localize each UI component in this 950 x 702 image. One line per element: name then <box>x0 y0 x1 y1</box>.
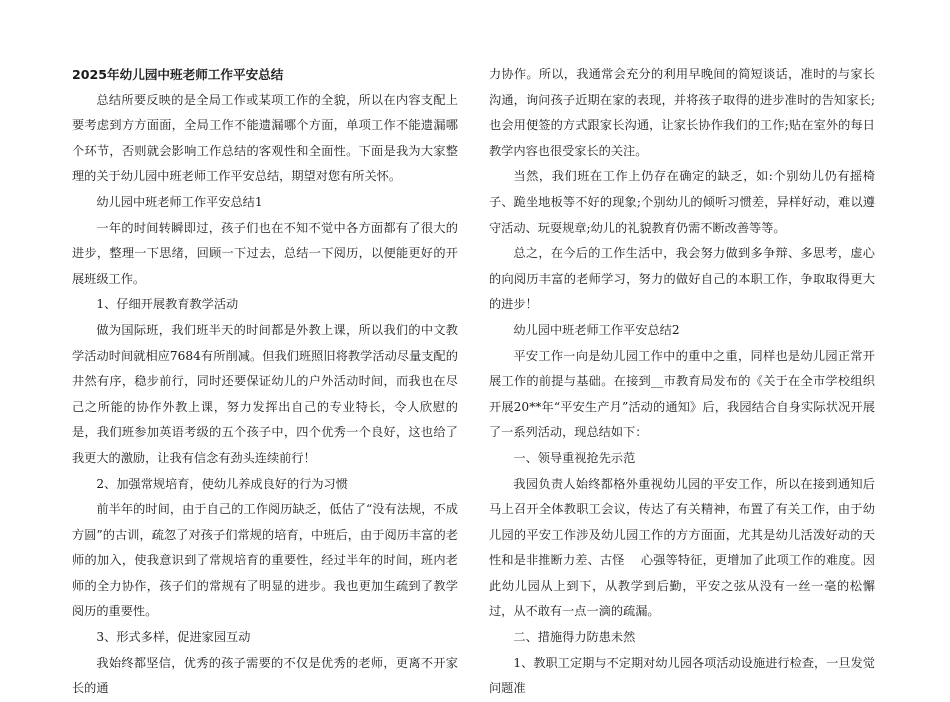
left-paragraph: 前半年的时间，由于自己的工作阅历缺乏，低估了“没有法规，不成方圆”的古训，疏忽了对孩子们常规的培育，中班后，由于阅历丰富的老师的加入，使我意识到了常规培育的重要性，经过半年的时间，班内老师的全力协作，孩子们的常规有了明显的进步。我也更加生疏到了教学阅历的重要性。 <box>72 502 458 619</box>
right-paragraph: 一、领导重视抢先示范 <box>513 450 636 465</box>
right-paragraph: 1、教职工定期与不定期对幼儿园各项活动设施进行检查，一旦发觉问题准 <box>489 655 875 696</box>
left-paragraph: 一年的时间转瞬即过，孩子们也在不知不觉中各方面都有了很大的进步，整理一下思绪，回顾一下过去，总结一下阅历，以便能更好的开展班级工作。 <box>72 220 458 286</box>
left-paragraph: 2、加强常规培育，使幼儿养成良好的行为习惯 <box>96 476 348 491</box>
right-paragraph: 我园负责人始终都格外重视幼儿园的平安工作，所以在接到通知后马上召开全体教职工会议，传达了有关精神，布置了有关工作，由于幼儿园的平安工作涉及幼儿园工作的方方面面，尤其是幼儿活泼好动的天性和是非推断力差、古怪 心强等特征，更增加了此项工作的难度。因此幼儿园从上到下，从教学到后勤，平安之弦从没有一丝一毫的松懈过，从不敢有一点一滴的疏漏。 <box>489 476 875 619</box>
right-paragraph: 二、措施得力防患未然 <box>513 630 636 645</box>
right-paragraph: 平安工作一向是幼儿园工作中的重中之重，同样也是幼儿园正常开展工作的前提与基础。在接到__市教育局发布的《关于在全市学校组织开展20**年“平安生产月”活动的通知》后，我园结合自身实际状况开展了一系列活动，现总结如下： <box>489 348 875 440</box>
left-paragraph: 总结所要反映的是全局工作或某项工作的全貌，所以在内容支配上要考虑到方方面面，全局工作不能遗漏哪个方面，单项工作不能遗漏哪个环节，否则就会影响工作总结的客观性和全面性。下面是我为大家整理的关于幼儿园中班老师工作平安总结，期望对您有所关怀。 <box>72 92 458 184</box>
left-paragraph: 幼儿园中班老师工作平安总结1 <box>96 194 263 209</box>
left-paragraph: 3、形式多样，促进家园互动 <box>96 630 251 645</box>
left-paragraph: 做为国际班，我们班半天的时间都是外教上课，所以我们的中文教学活动时间就相应7684有所削减。但我们班照旧将教学活动尽量支配的井然有序，稳步前行，同时还要保证幼儿的户外活动时间，而我也在尽己之所能的协作外教上课，努力发挥出自己的专业特长，令人欣慰的是，我们班参加英语考级的五个孩子中，四个优秀一个良好，这也给了我更大的激励，让我有信念有劲头连续前行！ <box>72 322 458 465</box>
right-paragraph: 力协作。所以，我通常会充分的利用早晚间的简短谈话，准时的与家长沟通，询问孩子近期在家的表现，并将孩子取得的进步准时的告知家长;也会用便签的方式跟家长沟通，让家长协作我们的工作;贴在室外的每日教学内容也很受家长的关注。 <box>489 67 875 158</box>
left-column <box>72 62 458 702</box>
right-paragraph: 总之，在今后的工作生活中，我会努力做到多争辩、多思考，虚心的向阅历丰富的老师学习，努力的做好自己的本职工作，争取取得更大的进步！ <box>489 246 875 312</box>
left-paragraph: 1、仔细开展教育教学活动 <box>96 297 239 312</box>
right-column <box>489 62 875 702</box>
right-paragraph: 幼儿园中班老师工作平安总结2 <box>513 322 680 337</box>
left-paragraph: 我始终都坚信，优秀的孩子需要的不仅是优秀的老师，更离不开家长的通 <box>72 655 458 696</box>
right-paragraph: 当然，我们班在工作上仍存在确定的缺乏，如:个别幼儿仍有摇椅子、跪坐地板等不好的现象;个别幼儿的倾听习惯差，异样好动，难以遵守活动、玩耍规章;幼儿的礼貌教育仍需不断改善等等。 <box>489 169 875 235</box>
document-title: 2025年幼儿园中班老师工作平安总结 <box>72 67 284 82</box>
